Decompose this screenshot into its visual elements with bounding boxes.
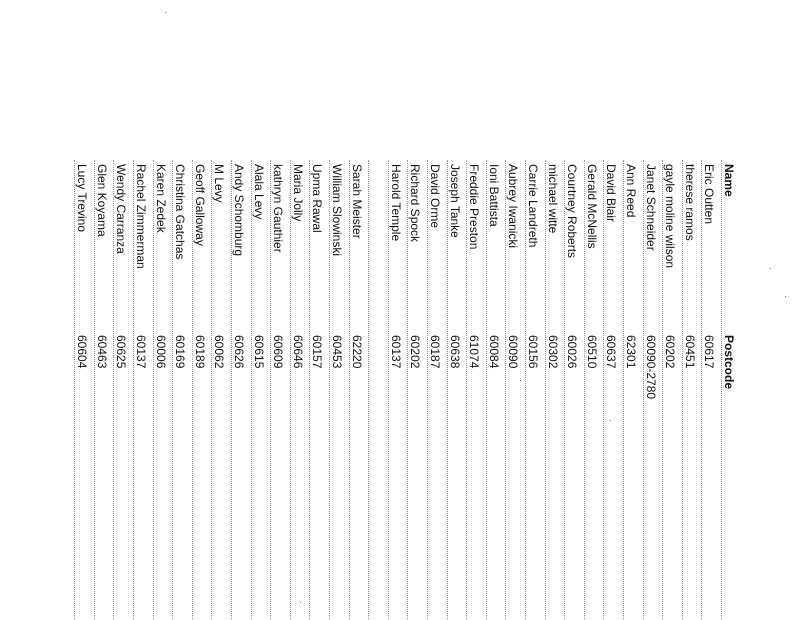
name-cell: Geoff Galloway: [192, 164, 207, 246]
row-divider: [93, 160, 95, 620]
postcode-cell: 60617: [702, 335, 717, 369]
postcode-cell: 60637: [604, 335, 619, 369]
table-row: [622, 160, 640, 620]
row-divider: [171, 160, 173, 620]
row-divider: [426, 160, 428, 620]
table-row: [583, 160, 601, 620]
name-cell: M Levy: [212, 164, 227, 203]
row-divider: [328, 160, 330, 620]
postcode-cell: 60453: [330, 335, 344, 369]
table-row: [93, 160, 111, 620]
row-divider: [465, 160, 467, 620]
postcode-cell: 60169: [173, 335, 188, 369]
name-cell: Ioni Battista: [486, 164, 501, 227]
row-divider: [622, 160, 624, 620]
postcode-cell: 61074: [467, 335, 482, 369]
row-divider: [446, 160, 448, 620]
table-row: [152, 160, 170, 620]
name-cell: Wendy Carranza: [114, 164, 129, 254]
name-cell: Aubrey Iwanicki: [506, 164, 521, 249]
row-divider: [387, 160, 389, 620]
name-cell: Karen Zedek: [153, 164, 168, 233]
table-row: [406, 160, 424, 620]
postcode-cell: 60156: [526, 335, 540, 369]
name-cell: Ann Reed: [624, 164, 638, 218]
table-row: [328, 160, 346, 620]
postcode-cell: 60510: [584, 335, 599, 369]
name-cell: Courtney Roberts: [565, 164, 580, 259]
name-column-header: Name: [722, 164, 736, 197]
table-row: [230, 160, 248, 620]
name-cell: Christina Gatchas: [173, 164, 188, 260]
postcode-cell: 60006: [153, 335, 168, 369]
postcode-cell: 60084: [486, 335, 501, 369]
row-divider: [230, 160, 232, 620]
name-cell: Andy Schomburg: [232, 164, 246, 257]
table-row: [426, 160, 444, 620]
row-divider: [250, 160, 252, 620]
postcode-cell: 60626: [232, 335, 246, 369]
table-row: [348, 160, 366, 620]
postcode-cell: 60137: [388, 335, 403, 369]
name-cell: Rachel Zimmerman: [134, 164, 148, 269]
name-cell: David Blair: [604, 164, 619, 223]
postcode-cell: 62301: [624, 335, 638, 369]
table-row: [73, 160, 91, 620]
postcode-cell: 60090: [506, 335, 521, 369]
table-row: [132, 160, 150, 620]
name-cell: gayle moline wilson: [663, 164, 678, 269]
name-cell: Upma Rawal: [310, 164, 325, 233]
row-divider: [681, 160, 683, 620]
name-cell: Glen Koyama: [94, 164, 109, 237]
postcode-cell: 60090-2780: [643, 335, 658, 400]
table-row: [171, 160, 189, 620]
row-divider: [524, 160, 526, 620]
table-row: [367, 160, 385, 620]
row-divider: [73, 160, 75, 620]
row-divider: [210, 160, 212, 620]
postcode-cell: 60137: [134, 335, 148, 369]
table-row: [681, 160, 699, 620]
name-cell: Carrie Landreth: [526, 164, 540, 248]
table-row: [446, 160, 464, 620]
row-divider: [720, 160, 722, 620]
postcode-cell: 60463: [94, 335, 109, 369]
row-divider: [485, 160, 487, 620]
postcode-cell: 60026: [565, 335, 580, 369]
postcode-cell: 60062: [212, 335, 227, 369]
name-cell: Maria Jolly: [290, 164, 305, 222]
scan-speck: [165, 12, 166, 13]
table-row: [250, 160, 268, 620]
name-cell: Janet Schneider: [643, 164, 658, 251]
name-cell: Alala Levy: [251, 164, 266, 220]
postcode-column-header: Postcode: [722, 335, 736, 390]
table-row: [269, 160, 287, 620]
row-divider: [700, 160, 702, 620]
row-divider: [289, 160, 291, 620]
table-row: [544, 160, 562, 620]
postcode-cell: 62220: [349, 335, 364, 369]
scan-speck: [610, 420, 611, 421]
table-row: [661, 160, 679, 620]
table-header-row: [720, 160, 738, 620]
name-cell: Joseph Tanke: [447, 164, 462, 238]
row-divider: [544, 160, 546, 620]
table-row: [524, 160, 542, 620]
table-row: [465, 160, 483, 620]
name-cell: michael witte: [545, 164, 560, 234]
row-divider: [583, 160, 585, 620]
row-divider: [661, 160, 663, 620]
postcode-cell: 60202: [408, 335, 423, 369]
name-cell: Eric Outten: [702, 164, 717, 225]
row-divider: [642, 160, 644, 620]
table-row: [387, 160, 405, 620]
postcode-cell: 60638: [447, 335, 462, 369]
name-cell: kathryn Gauthier: [271, 164, 286, 253]
table-row: [191, 160, 209, 620]
postcode-cell: 60187: [428, 335, 442, 369]
row-divider: [132, 160, 134, 620]
name-cell: William Slowinski: [330, 164, 344, 257]
postcode-cell: 60189: [192, 335, 207, 369]
table-row: [485, 160, 503, 620]
table-row: [289, 160, 307, 620]
scan-speck: [300, 602, 301, 603]
table-row: [700, 160, 718, 620]
scan-speck: [520, 380, 521, 381]
row-divider: [602, 160, 604, 620]
postcode-cell: 60302: [545, 335, 560, 369]
row-divider: [191, 160, 193, 620]
postcode-cell: 60157: [310, 335, 325, 369]
row-divider: [367, 160, 369, 620]
scan-speck: [770, 268, 771, 269]
postcode-cell: 60615: [251, 335, 266, 369]
scan-speck: [785, 296, 786, 297]
row-divider: [563, 160, 565, 620]
name-cell: Sarah Meister: [349, 164, 364, 239]
postcode-cell: 60625: [114, 335, 129, 369]
postcode-cell: 60609: [271, 335, 286, 369]
name-cell: Harold Temple: [388, 164, 403, 242]
postcode-cell: 60451: [682, 335, 697, 369]
table-row: [504, 160, 522, 620]
name-cell: therese ramos: [682, 164, 697, 241]
name-cell: Lucy Trevino: [75, 164, 90, 233]
postcode-cell: 60604: [75, 335, 90, 369]
postcode-cell: 60646: [290, 335, 305, 369]
table-row: [602, 160, 620, 620]
postcode-cell: 60202: [663, 335, 678, 369]
table-row: [642, 160, 660, 620]
row-divider: [152, 160, 154, 620]
name-cell: Freddie Preston: [467, 164, 482, 250]
name-cell: David Orme: [428, 164, 442, 229]
table-row: [210, 160, 228, 620]
row-divider: [348, 160, 350, 620]
table-row: [112, 160, 130, 620]
table-row: [308, 160, 326, 620]
table-row: [563, 160, 581, 620]
name-cell: Gerald McNellis: [584, 164, 599, 249]
name-cell: Richard Spock: [408, 164, 423, 243]
row-divider: [269, 160, 271, 620]
